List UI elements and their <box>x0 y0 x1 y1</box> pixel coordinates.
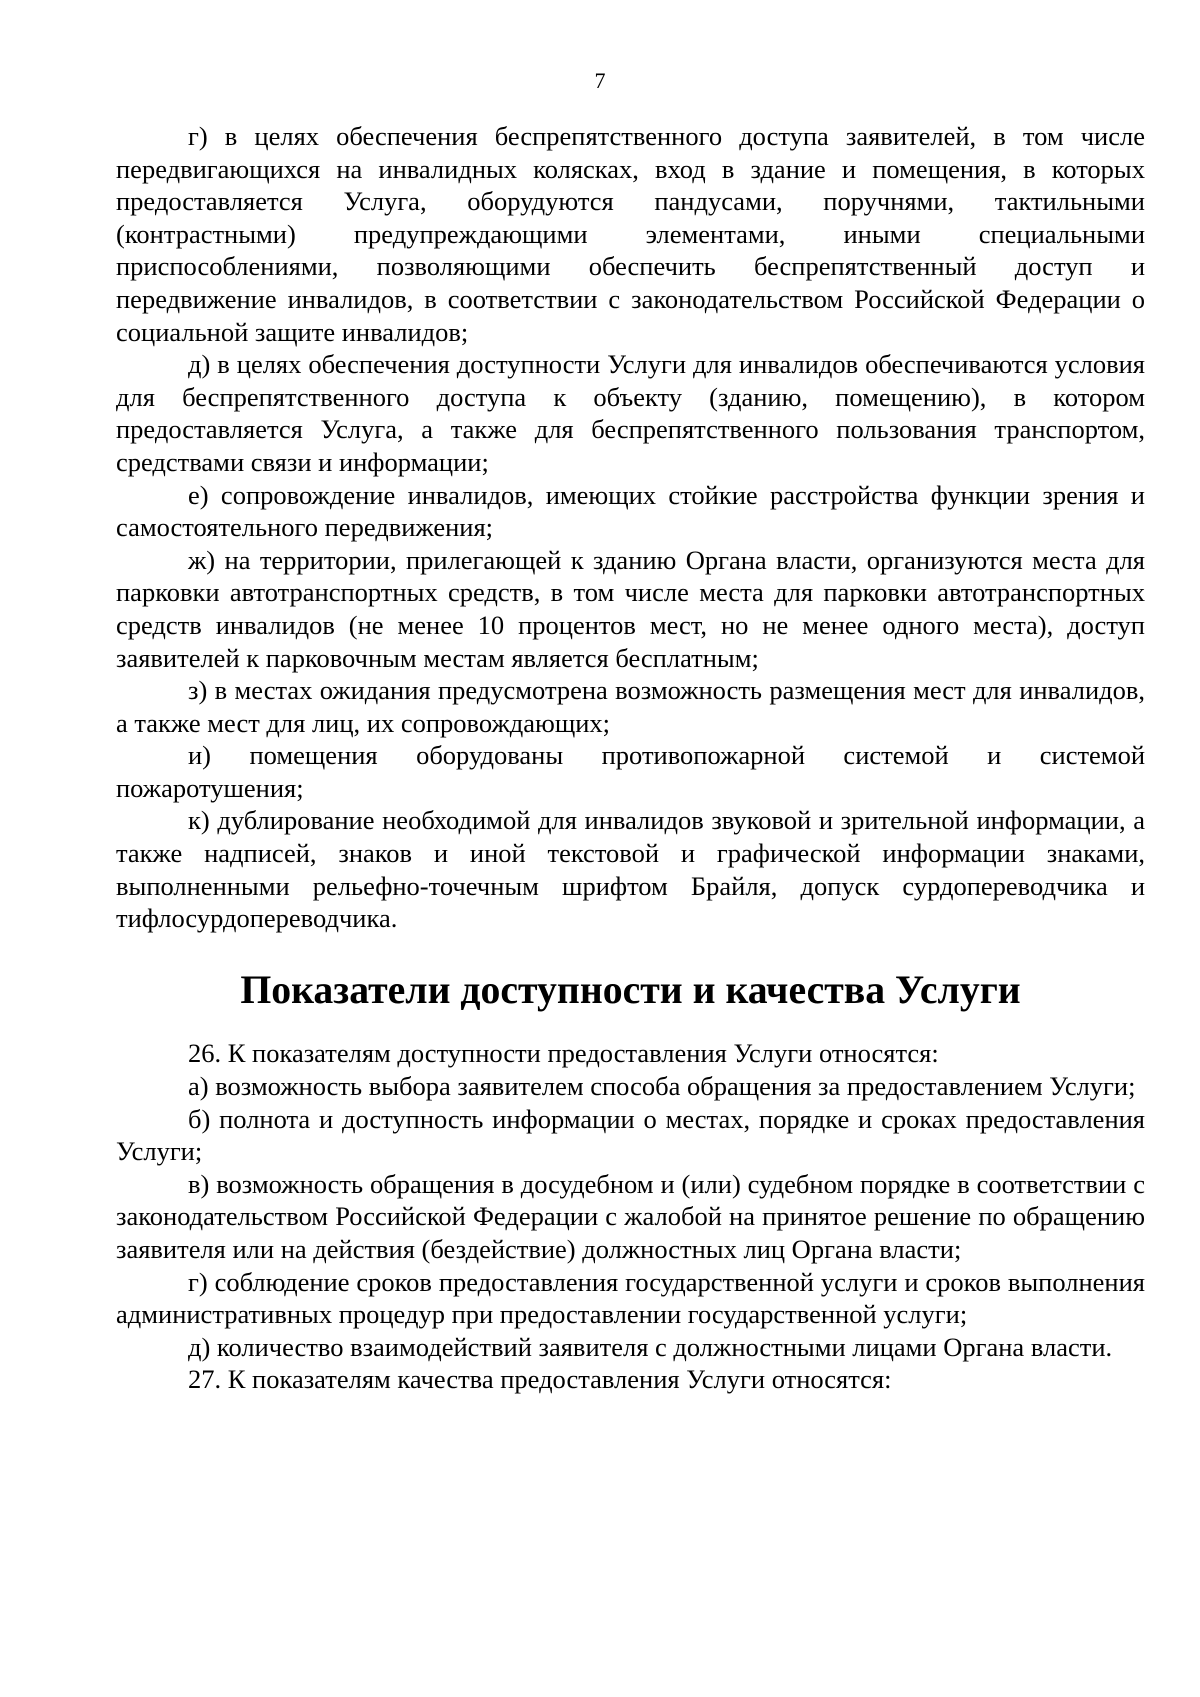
document-body <box>116 120 1145 1396</box>
paragraph-z-waiting-places: з) в местах ожидания предусмотрена возможность размещения мест для инвалидов, а также мест для лиц, их сопровождающих; <box>116 675 1145 738</box>
paragraph-26-intro: 26. К показателям доступности предоставления Услуги относятся: <box>188 1038 939 1069</box>
page-number: 7 <box>594 68 606 93</box>
paragraph-k-duplication: к) дублирование необходимой для инвалидов звуковой и зрительной информации, а также надписей, знаков и иной текстовой и графической информации знаками, выполненными рельефно-точечным шрифтом Брайля, допуск сурдопереводчика и тифлосурдопереводчика. <box>116 805 1145 934</box>
paragraph-e-escort: е) сопровождение инвалидов, имеющих стойкие расстройства функции зрения и самостоятельного передвижения; <box>116 479 1145 543</box>
paragraph-26-a: а) возможность выбора заявителем способа обращения за предоставлением Услуги; <box>188 1071 1136 1102</box>
paragraph-i-fire-system: и) помещения оборудованы противопожарной системой и системой пожаротушения; <box>116 740 1145 803</box>
paragraph-zh-parking: ж) на территории, прилегающей к зданию Органа власти, организуются места для парковки автотранспортных средств, в том числе места для парковки автотранспортных средств инвалидов (не менее 10 процентов мест, но не менее одного места), доступ заявителей к парковочным местам является бесплатным; <box>116 544 1145 673</box>
section-heading: Показатели доступности и качества Услуги <box>240 967 1021 1012</box>
paragraph-27-intro: 27. К показателям качества предоставления Услуги относятся: <box>188 1364 892 1395</box>
paragraph-26-g: г) соблюдение сроков предоставления государственной услуги и сроков выполнения административных процедур при предоставлении государственной услуги; <box>116 1266 1145 1330</box>
paragraph-26-d: д) количество взаимодействий заявителя с должностными лицами Органа власти. <box>188 1331 1113 1362</box>
paragraph-26-b: б) полнота и доступность информации о местах, порядке и сроках предоставления Услуги; <box>116 1103 1145 1167</box>
paragraph-26-v: в) возможность обращения в досудебном и (или) судебном порядке в соответствии с законодательством Российской Федерации с жалобой на принятое решение по обращению заявителя или на действия (бездействие) должностных лиц Органа власти; <box>116 1168 1145 1264</box>
paragraph-g-accessibility: г) в целях обеспечения беспрепятственного доступа заявителей, в том числе передвигающихся на инвалидных колясках, вход в здание и помещения, в которых предоставляется Услуга, оборудуются пандусами, поручнями, тактильными (контрастными) предупреждающими элементами, иными специальными приспособлениями, позволяющими обеспечить беспрепятственный доступ и передвижение инвалидов, в соответствии с законодательством Российской Федерации о социальной защите инвалидов; <box>116 121 1145 347</box>
paragraph-d-conditions: д) в целях обеспечения доступности Услуги для инвалидов обеспечиваются условия для беспрепятственного доступа к объекту (зданию, помещению), в котором предоставляется Услуга, а также для беспрепятственного пользования транспортом, средствами связи и информации; <box>116 349 1145 477</box>
